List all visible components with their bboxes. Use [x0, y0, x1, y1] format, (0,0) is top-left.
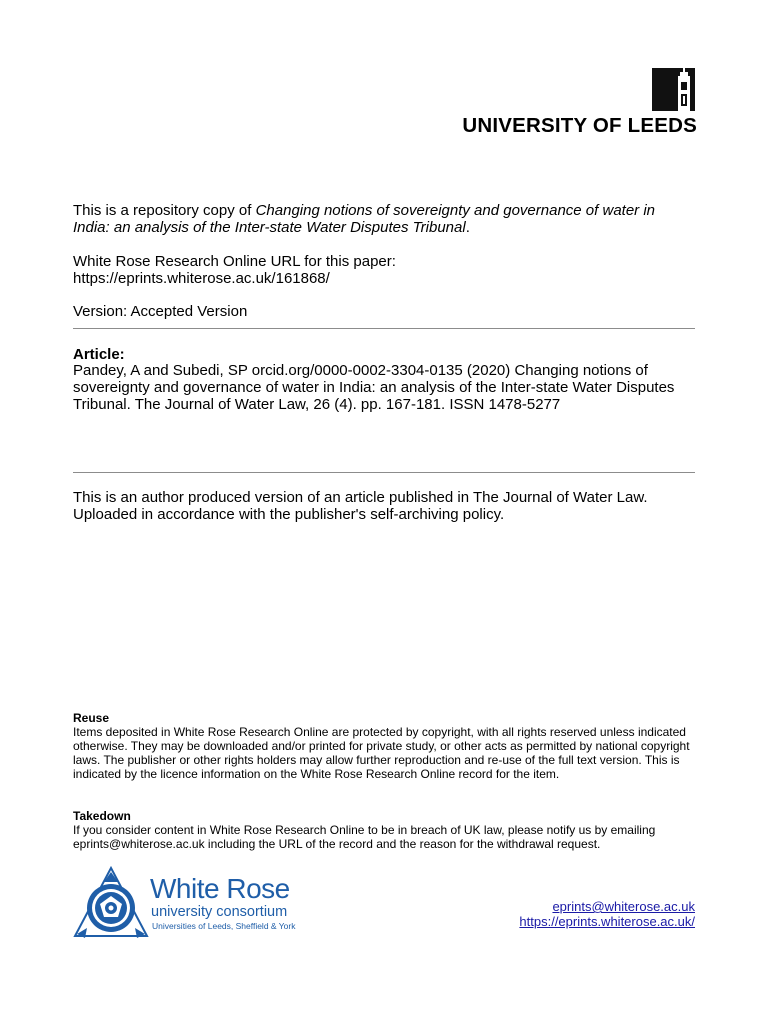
white-rose-logo	[73, 866, 295, 940]
author-version-line-2: Uploaded in accordance with the publisher's self-archiving policy.	[73, 506, 505, 523]
leeds-tower-icon	[652, 68, 695, 111]
white-rose-universities: Universities of Leeds, Sheffield & York	[152, 921, 296, 931]
leeds-wordmark: UNIVERSITY OF LEEDS	[462, 114, 697, 137]
university-of-leeds-logo	[452, 66, 697, 138]
site-link[interactable]: https://eprints.whiterose.ac.uk/	[519, 914, 695, 929]
email-link[interactable]: eprints@whiterose.ac.uk	[552, 899, 695, 914]
white-rose-subtitle: university consortium	[151, 904, 288, 920]
author-version-line-1: This is an author produced version of an article published in The Journal of Water Law.	[73, 489, 648, 506]
white-rose-emblem-icon	[73, 866, 149, 940]
divider	[73, 328, 695, 329]
divider	[73, 472, 695, 473]
intro-prefix: This is a repository copy of	[73, 202, 256, 219]
reuse-text: Items deposited in White Rose Research Online are protected by copyright, with all rights reserved unless indicated otherwise. They may be downloaded and/or printed for private study, or other acts as permitted by national copyright laws. The publisher or other rights holders may allow further reproduction and re-use of the full text version. This is indicated by the licence information on the White Rose Research Online record for the item.	[73, 725, 690, 781]
author-version-note	[73, 489, 693, 523]
takedown-heading: Takedown	[73, 809, 131, 823]
white-rose-title: White Rose	[150, 873, 290, 904]
takedown-text: If you consider content in White Rose Research Online to be in breach of UK law, please notify us by emailing eprints@whiterose.ac.uk including the URL of the record and the reason for the withdrawal request.	[73, 823, 656, 851]
article-citation: Pandey, A and Subedi, SP orcid.org/0000-0002-3304-0135 (2020) Changing notions of sovereignty and governance of water in India: an analysis of the Inter-state Water Disputes Tribunal. The Journal of Water Law, 26 (4). pp. 167-181. ISSN 1478-5277	[73, 362, 675, 413]
url-label: White Rose Research Online URL for this paper:	[73, 253, 396, 270]
repository-intro	[73, 202, 693, 236]
intro-suffix: .	[465, 219, 470, 236]
paper-url[interactable]: https://eprints.whiterose.ac.uk/161868/	[73, 270, 330, 287]
reuse-heading: Reuse	[73, 711, 110, 725]
version-line: Version: Accepted Version	[73, 303, 248, 320]
url-block	[73, 253, 693, 287]
article-heading: Article:	[73, 346, 125, 363]
paper-title: Changing notions of sovereignty and governance of water in India: an analysis of the Inter-state Water Disputes Tribunal	[73, 202, 656, 236]
contact-links	[519, 899, 695, 929]
